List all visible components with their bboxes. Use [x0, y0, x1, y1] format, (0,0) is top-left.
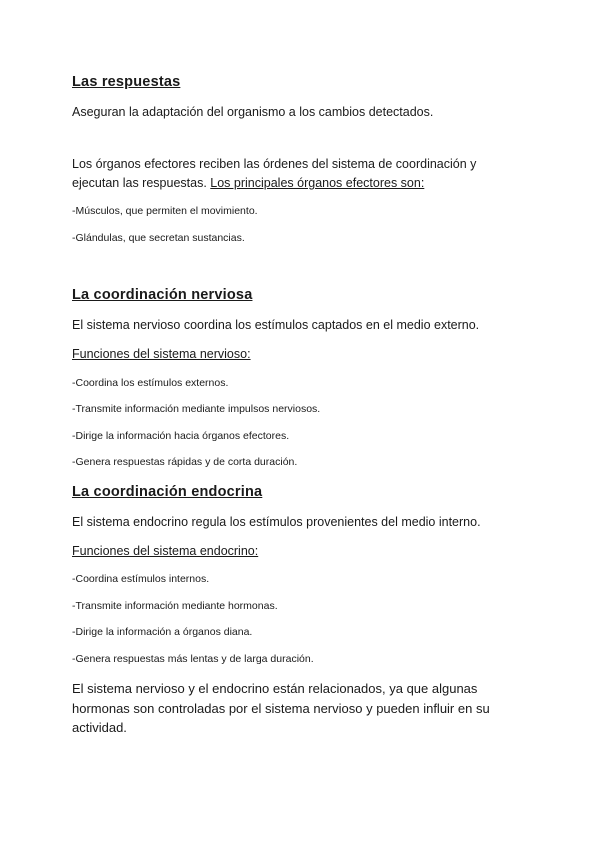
list-item: -Coordina estímulos internos. [72, 573, 210, 585]
subtitle-funciones-endocrino: Funciones del sistema endocrino: [72, 544, 259, 558]
list-item: -Glándulas, que secretan sustancias. [72, 232, 245, 244]
paragraph-endocrino: El sistema endocrino regula los estímulos provenientes del medio interno. [72, 515, 481, 529]
subtitle-funciones-nervioso: Funciones del sistema nervioso: [72, 347, 251, 361]
closing-paragraph: El sistema nervioso y el endocrino están relacionados, ya que algunas hormonas son controladas por el sistema nervioso y pueden influir en su actividad. [72, 681, 490, 735]
list-item: -Dirige la información hacia órganos efectores. [72, 430, 290, 442]
paragraph-adaptacion: Aseguran la adaptación del organismo a los cambios detectados. [72, 105, 434, 119]
paragraph-nervioso: El sistema nervioso coordina los estímulos captados en el medio externo. [72, 318, 480, 332]
section-title-nerviosa: La coordinación nerviosa [72, 287, 253, 303]
list-item: -Genera respuestas más lentas y de larga duración. [72, 653, 314, 665]
list-item: -Coordina los estímulos externos. [72, 377, 229, 389]
principales-efectores-label: Los principales órganos efectores son: [210, 176, 425, 190]
list-item: -Transmite información mediante hormonas. [72, 600, 278, 612]
paragraph-efectores-text: ejecutan las respuestas. [72, 176, 211, 190]
list-item: -Dirige la información a órganos diana. [72, 626, 253, 638]
paragraph-efectores-line2 [72, 176, 424, 190]
section-title-respuestas: Las respuestas [72, 74, 181, 90]
list-item: -Músculos, que permiten el movimiento. [72, 205, 258, 217]
paragraph-efectores-line1: Los órganos efectores reciben las órdenes del sistema de coordinación y [72, 157, 477, 171]
section-title-endocrina: La coordinación endocrina [72, 484, 263, 500]
list-item: -Transmite información mediante impulsos nerviosos. [72, 403, 321, 415]
list-item: -Genera respuestas rápidas y de corta duración. [72, 456, 298, 468]
